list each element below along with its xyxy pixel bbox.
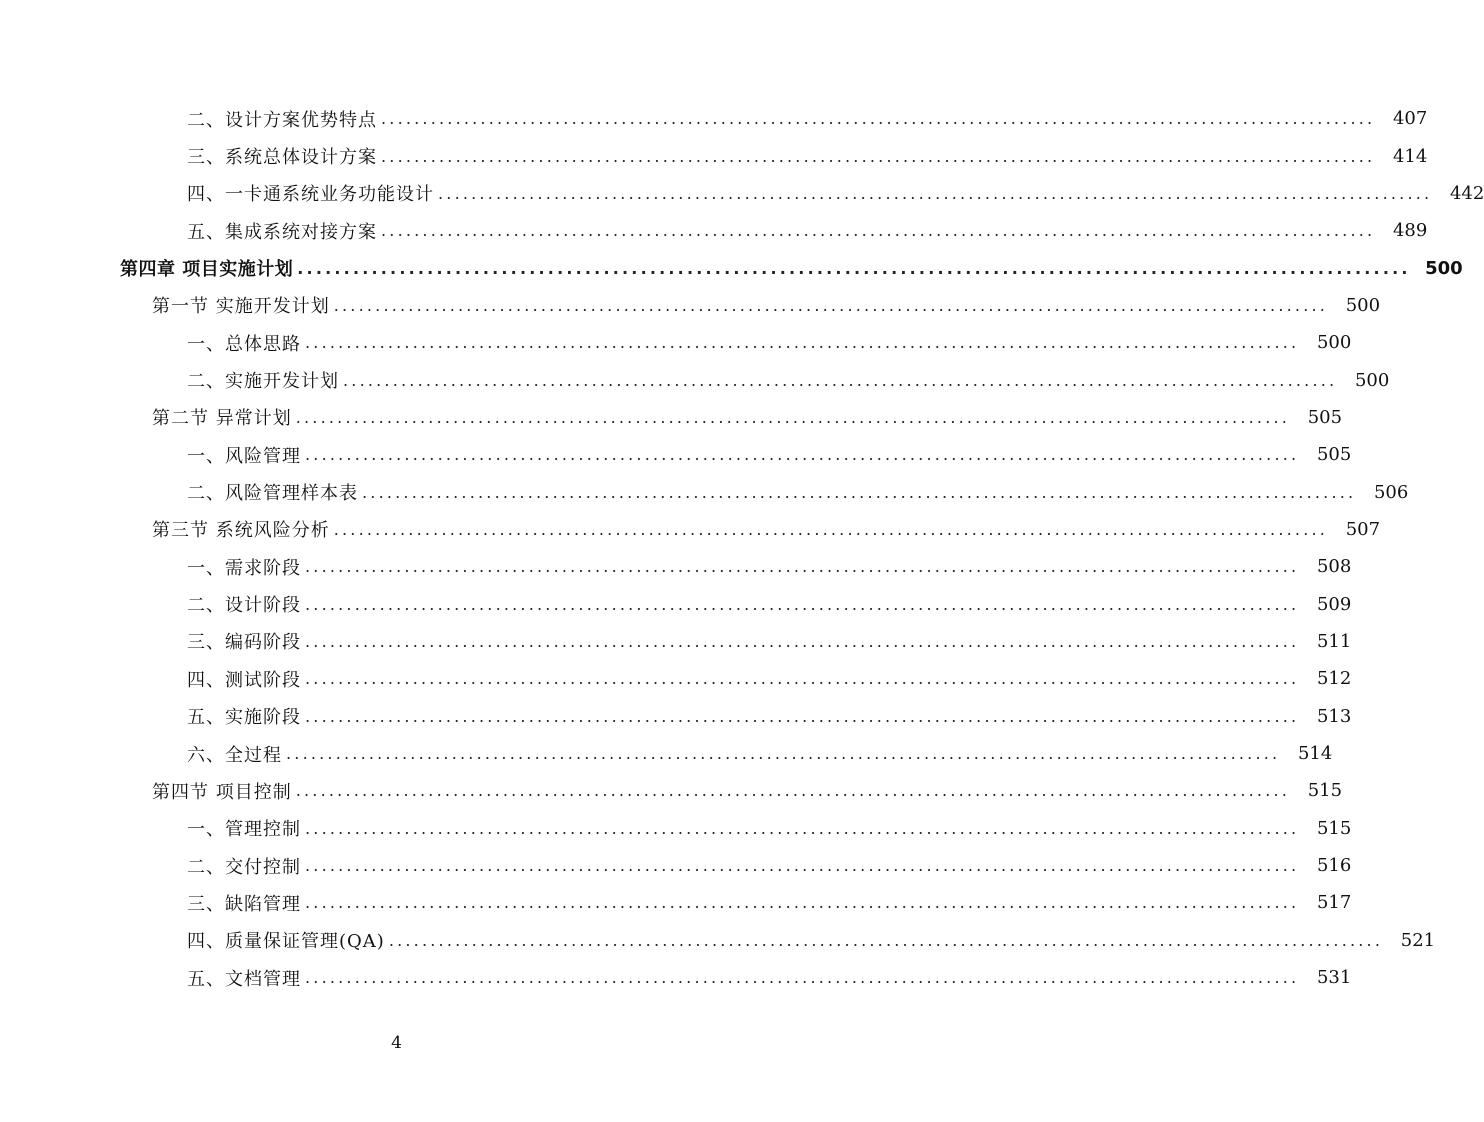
toc-dot-leader: ........................................................................................................................ [305, 445, 1300, 465]
toc-dot-leader: ........................................................................................................................ [381, 221, 1376, 241]
toc-entry-title: 二、设计方案优势特点 [187, 109, 377, 131]
toc-entry-title: 第三节 系统风险分析 [152, 520, 330, 542]
toc-dot-leader: ........................................................................................................................ [362, 482, 1357, 502]
toc-entry-title: 一、管理控制 [187, 819, 301, 841]
toc-entry-title: 第四节 项目控制 [152, 781, 292, 803]
toc-entry-page: 500 [1316, 332, 1352, 354]
toc-subsection-entry[interactable] [0, 735, 1333, 772]
toc-subsection-entry[interactable] [0, 623, 1352, 660]
toc-dot-leader: ........................................................................................................................ [305, 706, 1300, 726]
toc-dot-leader: ........................................................................................................................ [305, 893, 1300, 913]
toc-section-entry[interactable] [0, 772, 1343, 809]
toc-subsection-entry[interactable] [0, 436, 1352, 473]
toc-subsection-entry[interactable] [0, 473, 1409, 510]
toc-dot-leader: ........................................................................................................................ [295, 407, 1291, 427]
toc-dot-leader: ........................................................................................................................ [297, 258, 1411, 278]
toc-entry-title: 二、风险管理样本表 [187, 483, 358, 505]
toc-entry-title: 第一节 实施开发计划 [152, 296, 330, 318]
toc-subsection-entry[interactable] [0, 884, 1352, 921]
toc-subsection-entry[interactable] [0, 212, 1428, 249]
toc-entry-title: 二、实施开发计划 [187, 371, 339, 393]
toc-dot-leader: ........................................................................................................................ [305, 631, 1300, 651]
toc-dot-leader: ........................................................................................................................ [305, 818, 1300, 838]
toc-dot-leader: ........................................................................................................................ [343, 370, 1338, 390]
toc-entry-title: 二、交付控制 [187, 856, 301, 878]
toc-dot-leader: ........................................................................................................................ [305, 669, 1300, 689]
toc-subsection-entry[interactable] [0, 100, 1428, 137]
toc-dot-leader: ........................................................................................................................ [295, 781, 1291, 801]
toc-dot-leader: ........................................................................................................................ [388, 930, 1384, 950]
toc-section-entry[interactable] [0, 287, 1381, 324]
toc-dot-leader: ........................................................................................................................ [305, 968, 1300, 988]
toc-entry-page: 513 [1316, 705, 1352, 727]
toc-entry-page: 414 [1392, 145, 1428, 167]
toc-entry-title: 第四章 项目实施计划 [120, 259, 294, 281]
toc-entry-title: 二、设计阶段 [187, 595, 301, 617]
toc-dot-leader: ........................................................................................................................ [381, 146, 1376, 166]
toc-entry-page: 500 [1345, 294, 1381, 316]
toc-entry-title: 四、测试阶段 [187, 669, 301, 691]
toc-entry-title: 一、风险管理 [187, 445, 301, 467]
toc-entry-page: 515 [1316, 817, 1352, 839]
toc-dot-leader: ........................................................................................................................ [305, 557, 1300, 577]
toc-entry-page: 517 [1316, 892, 1352, 914]
toc-entry-title: 三、缺陷管理 [187, 893, 301, 915]
toc-entry-title: 一、需求阶段 [187, 557, 301, 579]
toc-section-entry[interactable] [0, 511, 1381, 548]
toc-subsection-entry[interactable] [0, 660, 1352, 697]
toc-dot-leader: ........................................................................................................................ [381, 109, 1376, 129]
toc-subsection-entry[interactable] [0, 810, 1352, 847]
toc-chapter-entry[interactable] [0, 249, 1463, 286]
toc-dot-leader: ........................................................................................................................ [305, 594, 1300, 614]
toc-entry-page: 500 [1425, 257, 1463, 279]
toc-subsection-entry[interactable] [0, 698, 1352, 735]
toc-subsection-entry[interactable] [0, 959, 1352, 996]
toc-subsection-entry[interactable] [0, 548, 1352, 585]
toc-entry-page: 509 [1316, 593, 1352, 615]
toc-entry-title: 三、系统总体设计方案 [187, 147, 377, 169]
toc-subsection-entry[interactable] [0, 847, 1352, 884]
toc-dot-leader: ........................................................................................................................ [286, 744, 1281, 764]
toc-entry-page: 512 [1316, 668, 1352, 690]
toc-entry-page: 506 [1373, 481, 1409, 503]
toc-entry-page: 514 [1297, 743, 1333, 765]
toc-entry-title: 五、实施阶段 [187, 707, 301, 729]
toc-entry-title: 四、一卡通系统业务功能设计 [187, 184, 434, 206]
toc-entry-page: 442 [1449, 182, 1484, 204]
toc-entry-page: 531 [1316, 967, 1352, 989]
toc-entry-page: 516 [1316, 855, 1352, 877]
toc-entry-title: 六、全过程 [187, 744, 282, 766]
toc-dot-leader: ........................................................................................................................ [333, 519, 1329, 539]
toc-entry-page: 505 [1316, 444, 1352, 466]
toc-entry-page: 508 [1316, 556, 1352, 578]
toc-entry-title: 五、集成系统对接方案 [187, 221, 377, 243]
toc-entry-title: 四、质量保证管理(QA) [187, 931, 385, 953]
toc-dot-leader: ........................................................................................................................ [333, 295, 1329, 315]
toc-entry-page: 511 [1316, 630, 1352, 652]
toc-dot-leader: ........................................................................................................................ [305, 333, 1300, 353]
toc-section-entry[interactable] [0, 399, 1343, 436]
toc-entry-title: 五、文档管理 [187, 968, 301, 990]
toc-dot-leader: ........................................................................................................................ [438, 183, 1433, 203]
toc-entry-page: 500 [1354, 369, 1390, 391]
toc-entry-title: 第二节 异常计划 [152, 408, 292, 430]
toc-subsection-entry[interactable] [0, 361, 1390, 398]
toc-entry-page: 521 [1400, 929, 1436, 951]
toc-subsection-entry[interactable] [0, 175, 1484, 212]
toc-subsection-entry[interactable] [0, 922, 1436, 959]
toc-entry-title: 一、总体思路 [187, 333, 301, 355]
toc-entry-page: 505 [1307, 406, 1343, 428]
toc-dot-leader: ........................................................................................................................ [305, 856, 1300, 876]
toc-entry-page: 489 [1392, 220, 1428, 242]
toc-entry-title: 三、编码阶段 [187, 632, 301, 654]
toc-subsection-entry[interactable] [0, 137, 1428, 174]
toc-entry-page: 407 [1392, 108, 1428, 130]
toc-subsection-entry[interactable] [0, 324, 1352, 361]
toc-entry-page: 507 [1345, 518, 1381, 540]
page-number: 4 [391, 1033, 402, 1053]
table-of-contents [0, 100, 1484, 996]
toc-entry-page: 515 [1307, 780, 1343, 802]
toc-subsection-entry[interactable] [0, 585, 1352, 622]
